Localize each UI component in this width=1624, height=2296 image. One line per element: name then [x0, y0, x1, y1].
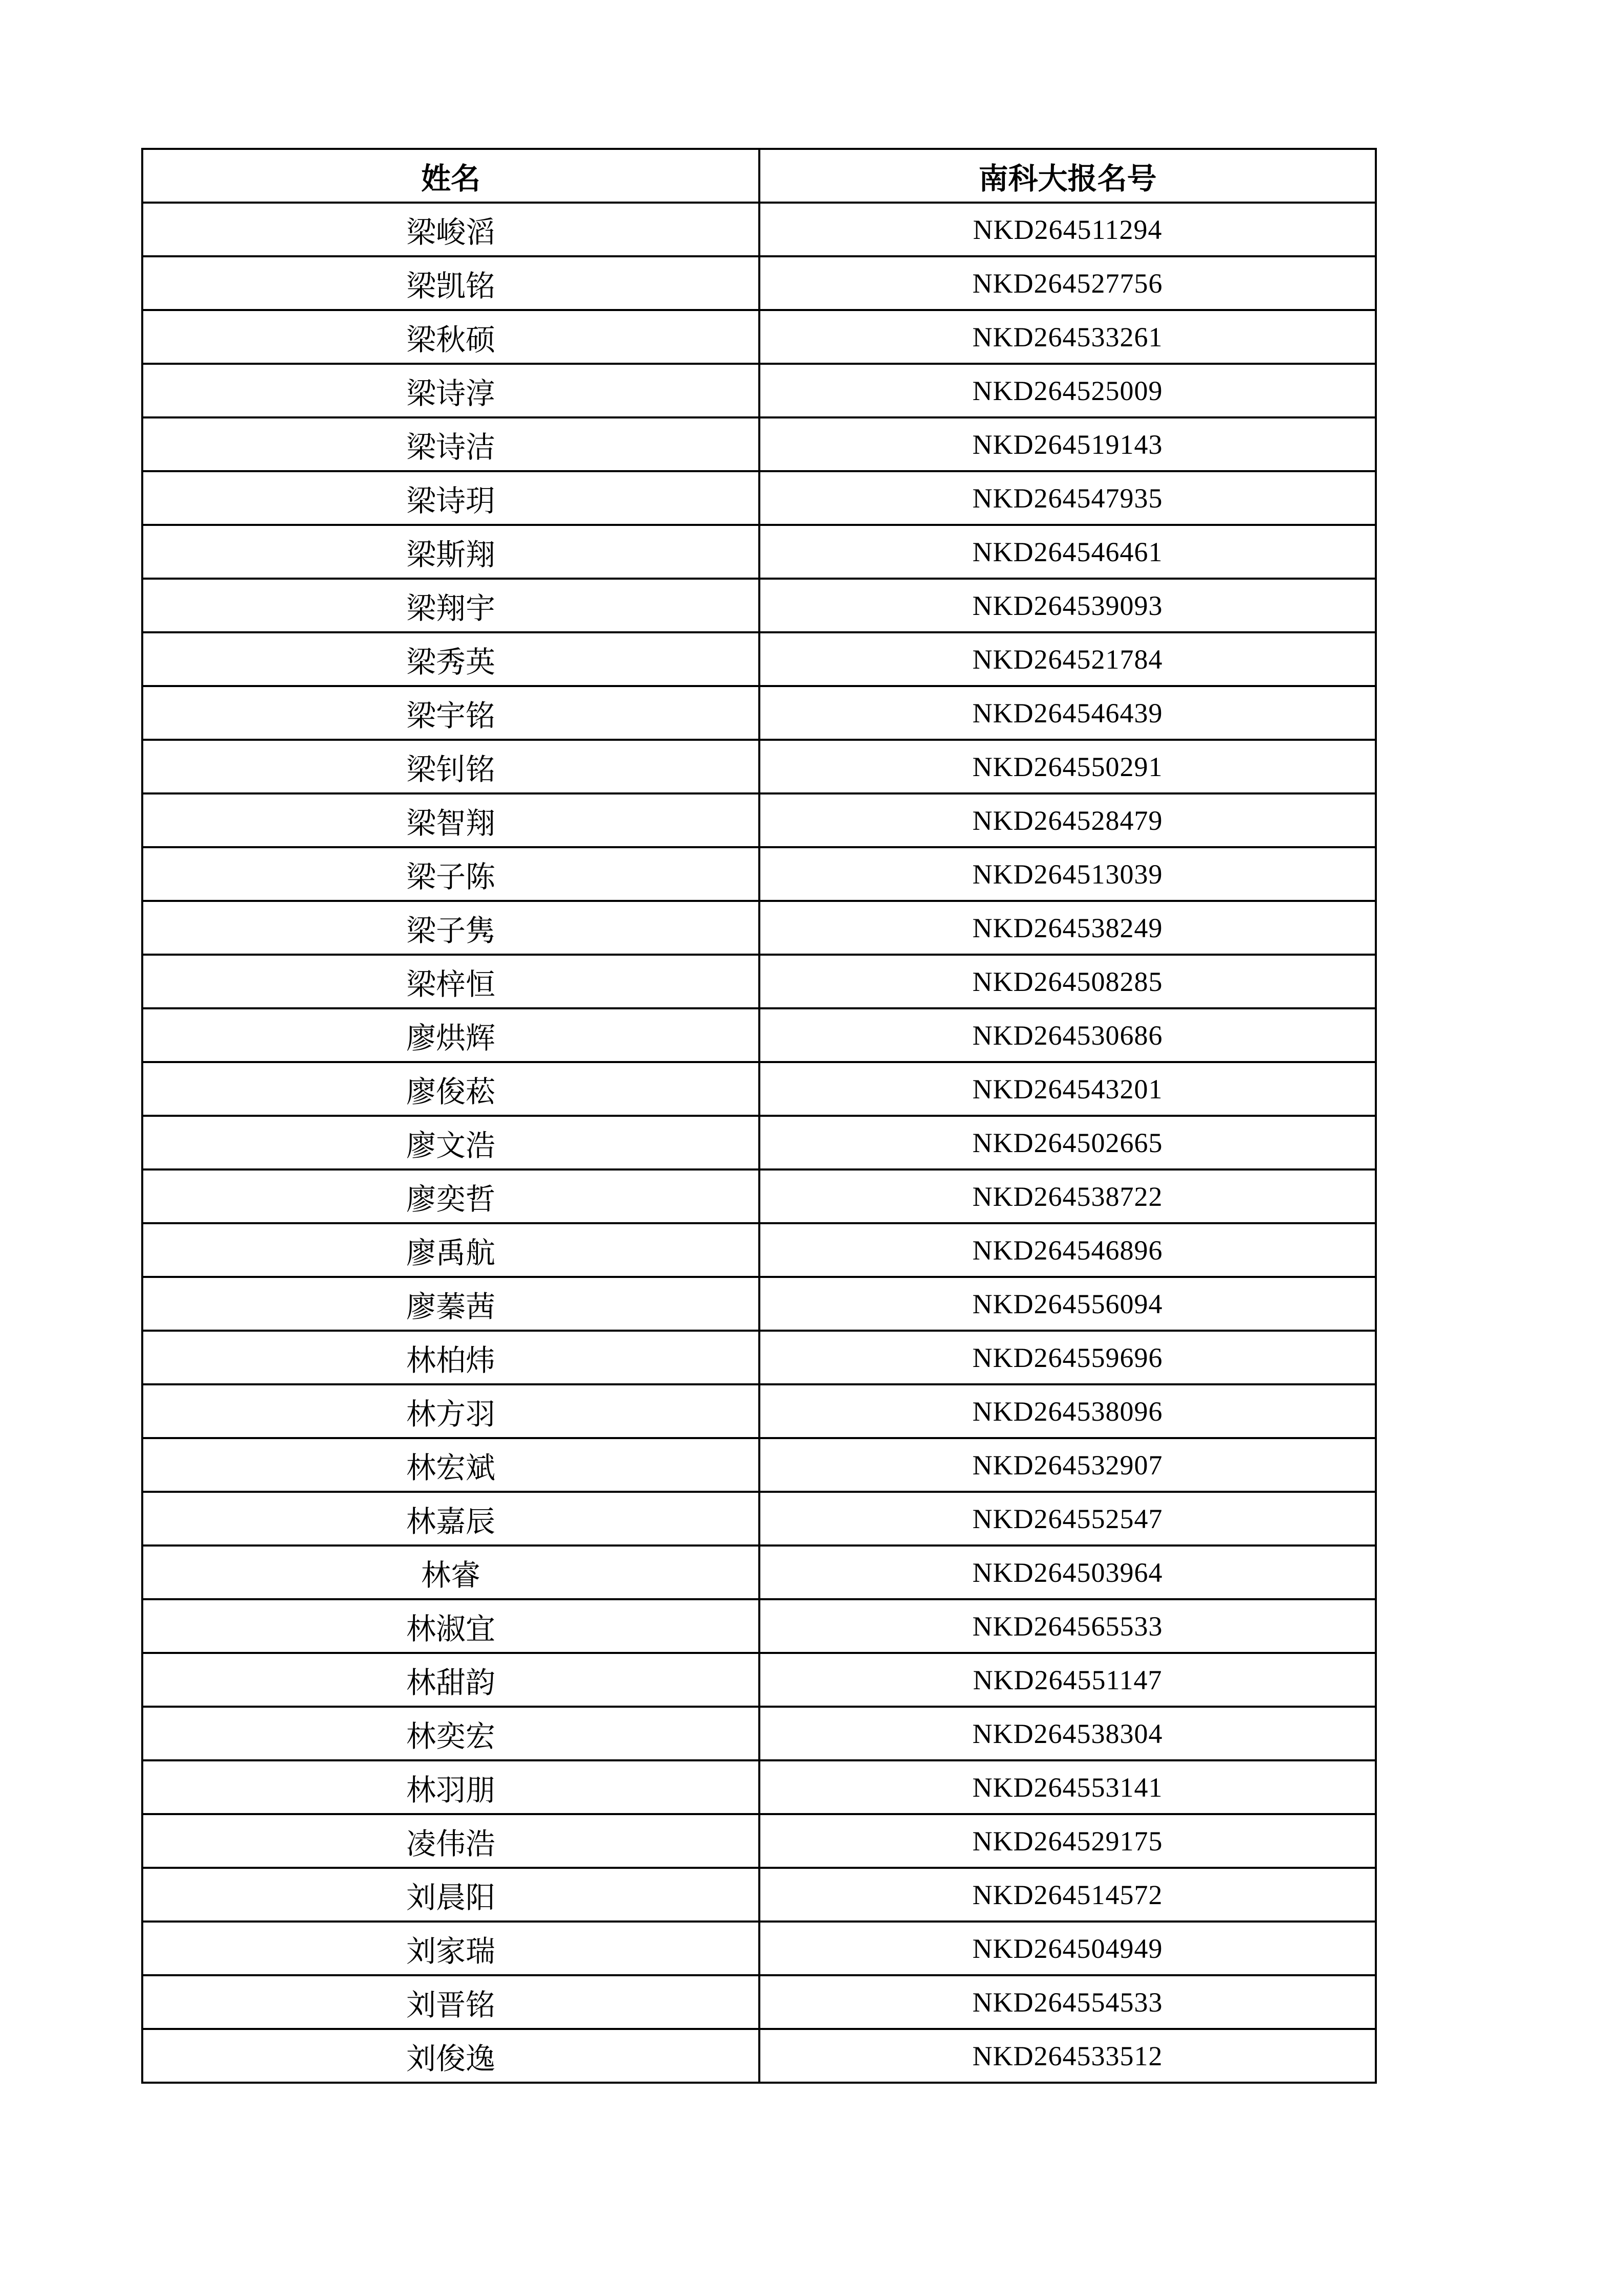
applicant-name-cell: 梁凯铭: [142, 256, 759, 310]
registration-number-cell: NKD264511294: [759, 203, 1376, 256]
table-row: [142, 1653, 1376, 1707]
table-row: [142, 1438, 1376, 1492]
applicant-name-cell: 廖烘辉: [142, 1008, 759, 1062]
applicant-name-cell: 梁子陈: [142, 847, 759, 901]
registration-number-cell: NKD264527756: [759, 256, 1376, 310]
table-row: [142, 1492, 1376, 1546]
registration-number-cell: NKD264532907: [759, 1438, 1376, 1492]
table-row: [142, 417, 1376, 471]
table-row: [142, 1599, 1376, 1653]
registration-number-cell: NKD264514572: [759, 1868, 1376, 1922]
table-row: [142, 632, 1376, 686]
registration-number-cell: NKD264530686: [759, 1008, 1376, 1062]
name-column-header: 姓名: [142, 149, 759, 203]
applicant-name-cell: 梁斯翔: [142, 525, 759, 579]
applicant-name-cell: 林方羽: [142, 1384, 759, 1438]
registration-number-cell: NKD264538096: [759, 1384, 1376, 1438]
table-row: [142, 1814, 1376, 1868]
registration-number-cell: NKD264556094: [759, 1277, 1376, 1331]
applicant-name-cell: 林甜韵: [142, 1653, 759, 1707]
table-row: [142, 1707, 1376, 1760]
applicant-name-cell: 凌伟浩: [142, 1814, 759, 1868]
table-row: [142, 901, 1376, 955]
registration-number-cell: NKD264539093: [759, 579, 1376, 632]
table-row: [142, 1546, 1376, 1599]
registration-number-cell: NKD264559696: [759, 1331, 1376, 1384]
table-row: [142, 2029, 1376, 2083]
registration-number-cell: NKD264565533: [759, 1599, 1376, 1653]
applicant-name-cell: 刘晨阳: [142, 1868, 759, 1922]
registration-number-cell: NKD264546439: [759, 686, 1376, 740]
table-row: [142, 579, 1376, 632]
registration-number-cell: NKD264502665: [759, 1116, 1376, 1169]
table-row: [142, 1975, 1376, 2029]
table-row: [142, 1922, 1376, 1975]
applicant-name-cell: 刘俊逸: [142, 2029, 759, 2083]
table-row: [142, 203, 1376, 256]
registration-number-cell: NKD264504949: [759, 1922, 1376, 1975]
table-row: [142, 955, 1376, 1008]
registration-number-cell: NKD264513039: [759, 847, 1376, 901]
registration-number-cell: NKD264538722: [759, 1169, 1376, 1223]
registration-number-cell: NKD264538304: [759, 1707, 1376, 1760]
table-row: [142, 1331, 1376, 1384]
applicant-name-cell: 梁翔宇: [142, 579, 759, 632]
applicant-name-cell: 林柏炜: [142, 1331, 759, 1384]
table-row: [142, 686, 1376, 740]
registration-number-cell: NKD264533261: [759, 310, 1376, 364]
table-row: [142, 310, 1376, 364]
registration-number-cell: NKD264538249: [759, 901, 1376, 955]
applicant-name-cell: 梁智翔: [142, 793, 759, 847]
registration-number-cell: NKD264543201: [759, 1062, 1376, 1116]
applicant-name-cell: 梁秀英: [142, 632, 759, 686]
applicant-name-cell: 廖禹航: [142, 1223, 759, 1277]
table-row: [142, 1062, 1376, 1116]
registration-no-column-header: 南科大报名号: [759, 149, 1376, 203]
applicant-name-cell: 梁梓恒: [142, 955, 759, 1008]
registration-number-cell: NKD264546896: [759, 1223, 1376, 1277]
applicant-name-cell: 刘家瑞: [142, 1922, 759, 1975]
table-row: [142, 1760, 1376, 1814]
applicant-name-cell: 林嘉辰: [142, 1492, 759, 1546]
applicant-name-cell: 刘晋铭: [142, 1975, 759, 2029]
registration-number-cell: NKD264519143: [759, 417, 1376, 471]
table-row: [142, 471, 1376, 525]
applicant-name-cell: 林宏斌: [142, 1438, 759, 1492]
registration-number-cell: NKD264553141: [759, 1760, 1376, 1814]
table-row: [142, 740, 1376, 793]
table-row: [142, 256, 1376, 310]
applicant-name-cell: 廖蓁茜: [142, 1277, 759, 1331]
table-row: [142, 1384, 1376, 1438]
registration-number-cell: NKD264503964: [759, 1546, 1376, 1599]
registration-number-cell: NKD264529175: [759, 1814, 1376, 1868]
table-body: [142, 203, 1376, 2083]
registration-number-cell: NKD264551147: [759, 1653, 1376, 1707]
applicant-name-cell: 林淑宜: [142, 1599, 759, 1653]
applicant-name-cell: 梁宇铭: [142, 686, 759, 740]
registration-number-cell: NKD264554533: [759, 1975, 1376, 2029]
applicant-name-cell: 梁诗淳: [142, 364, 759, 417]
table-row: [142, 1116, 1376, 1169]
applicant-name-cell: 林睿: [142, 1546, 759, 1599]
applicant-name-cell: 廖俊菘: [142, 1062, 759, 1116]
applicant-name-cell: 梁诗玥: [142, 471, 759, 525]
table-row: [142, 793, 1376, 847]
table-header-row: [142, 149, 1376, 203]
applicant-name-cell: 梁峻滔: [142, 203, 759, 256]
registration-number-cell: NKD264552547: [759, 1492, 1376, 1546]
applicant-name-cell: 林奕宏: [142, 1707, 759, 1760]
registration-number-cell: NKD264528479: [759, 793, 1376, 847]
table-row: [142, 1169, 1376, 1223]
applicant-name-cell: 梁诗洁: [142, 417, 759, 471]
applicant-name-cell: 林羽朋: [142, 1760, 759, 1814]
table-row: [142, 1008, 1376, 1062]
table-row: [142, 525, 1376, 579]
applicant-name-cell: 梁子隽: [142, 901, 759, 955]
registration-number-cell: NKD264521784: [759, 632, 1376, 686]
applicant-name-cell: 梁秋硕: [142, 310, 759, 364]
registration-number-cell: NKD264525009: [759, 364, 1376, 417]
table-row: [142, 1223, 1376, 1277]
applicant-name-cell: 廖奕哲: [142, 1169, 759, 1223]
registration-number-cell: NKD264508285: [759, 955, 1376, 1008]
registration-number-cell: NKD264550291: [759, 740, 1376, 793]
table-row: [142, 364, 1376, 417]
applicant-name-cell: 梁钊铭: [142, 740, 759, 793]
registration-number-cell: NKD264533512: [759, 2029, 1376, 2083]
applicant-name-cell: 廖文浩: [142, 1116, 759, 1169]
table-row: [142, 847, 1376, 901]
table-row: [142, 1868, 1376, 1922]
table-row: [142, 1277, 1376, 1331]
applicant-table: [141, 148, 1377, 2084]
registration-number-cell: NKD264547935: [759, 471, 1376, 525]
registration-number-cell: NKD264546461: [759, 525, 1376, 579]
